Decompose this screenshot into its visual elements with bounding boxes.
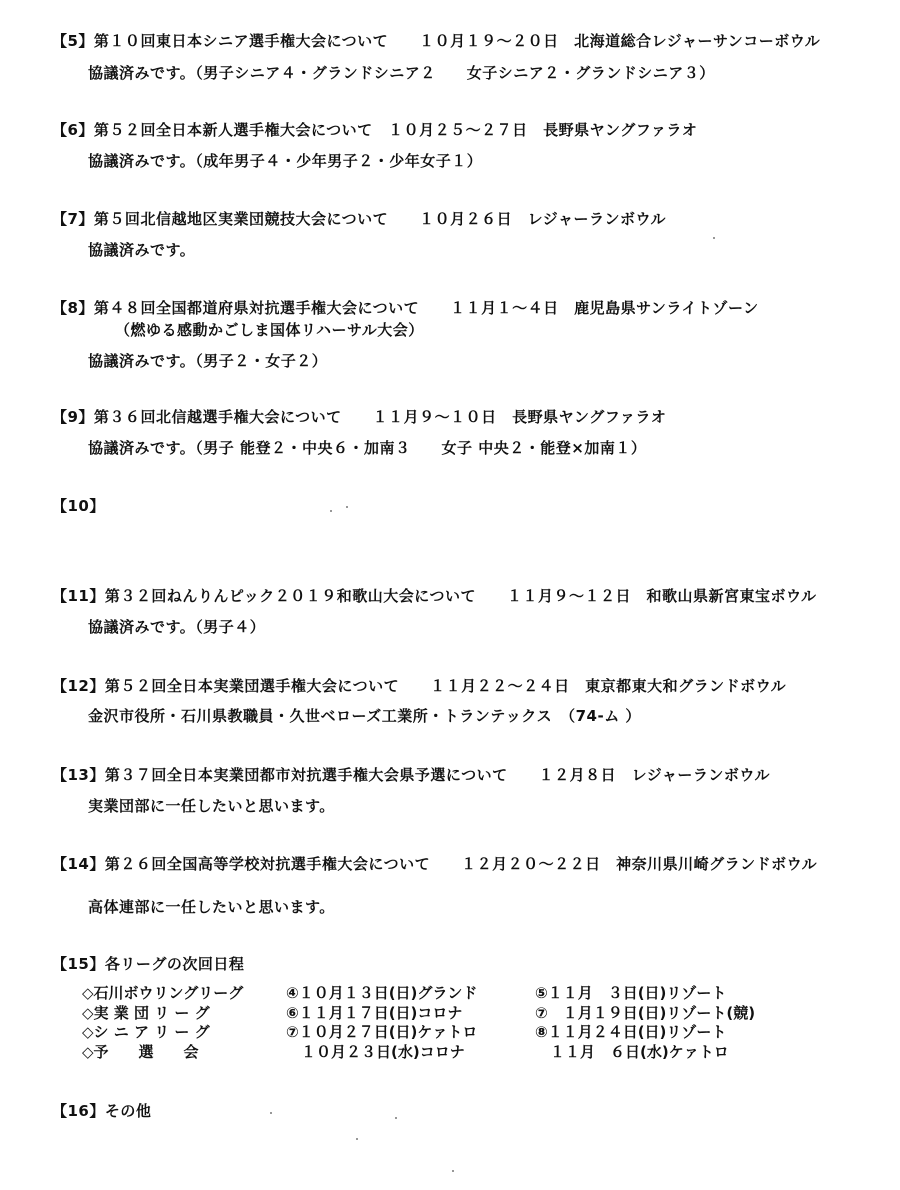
schedule-heading: 【15】各リーグの次回日程	[52, 955, 245, 973]
schedule-league: ◇実 業 団 リ ー グ	[82, 1004, 210, 1022]
schedule-next-2: ⑤１１月 ３日(日)リゾート	[535, 984, 727, 1002]
item-7-line: 協議済みです。	[88, 241, 196, 259]
schedule-league: ◇石川ボウリングリーグ	[82, 984, 244, 1002]
scan-speck	[452, 1170, 454, 1172]
item-12-line: 金沢市役所・石川県教職員・久世ベローズ工業所・トランテックス （74-ム ）	[88, 707, 641, 725]
item-14-heading: 【14】第２６回全国高等学校対抗選手権大会について １２月２０～２２日 神奈川県川崎グランドボウル	[52, 855, 818, 873]
schedule-next-1: １０月２３日(水)コロナ	[286, 1043, 465, 1061]
schedule-next-1: ④１０月１３日(日)グランド	[286, 984, 478, 1002]
scan-speck	[713, 237, 715, 239]
scan-speck	[270, 1112, 272, 1114]
schedule-next-2: ⑧１１月２４日(日)リゾート	[535, 1023, 727, 1041]
schedule-next-2: １１月 ６日(水)ケァトロ	[535, 1043, 729, 1061]
item-8-heading: 【8】第４８回全国都道府県対抗選手権大会について １１月１～４日 鹿児島県サンライトゾーン	[52, 299, 759, 317]
item-11-line: 協議済みです。（男子４）	[88, 618, 266, 636]
item-7-heading: 【7】第５回北信越地区実業団競技大会について １０月２６日 レジャーランボウル	[52, 210, 667, 228]
item-6-heading: 【6】第５２回全日本新人選手権大会について １０月２５～２７日 長野県ヤングファラオ	[52, 121, 698, 139]
item-13-line: 実業団部に一任したいと思います。	[88, 797, 335, 815]
scan-speck	[356, 1138, 358, 1140]
schedule-next-1: ⑦１０月２７日(日)ケァトロ	[286, 1023, 478, 1041]
item-9-line: 協議済みです。（男子 能登２・中央６・加南３ 女子 中央２・能登×加南１）	[88, 439, 647, 457]
schedule-next-1: ⑥１１月１７日(日)コロナ	[286, 1004, 463, 1022]
item-6-line: 協議済みです。（成年男子４・少年男子２・少年女子１）	[88, 152, 483, 170]
item-13-heading: 【13】第３７回全日本実業団都市対抗選手権大会県予選について １２月８日 レジャーランボウル	[52, 766, 770, 784]
item-10-heading: 【10】	[52, 497, 105, 515]
scan-speck	[330, 510, 332, 512]
schedule-next-2: ⑦ １月１９日(日)リゾート(競)	[535, 1004, 756, 1022]
item-12-heading: 【12】第５２回全日本実業団選手権大会について １１月２２～２４日 東京都東大和グランドボウル	[52, 677, 787, 695]
item-5-line: 協議済みです。（男子シニア４・グランドシニア２ 女子シニア２・グランドシニア３）	[88, 64, 715, 82]
item-11-heading: 【11】第３２回ねんりんピック２０１９和歌山大会について １１月９～１２日 和歌山県新宮東宝ボウル	[52, 587, 817, 605]
item-9-heading: 【9】第３６回北信越選手権大会について １１月９～１０日 長野県ヤングファラオ	[52, 408, 667, 426]
item-14-line: 高体連部に一任したいと思います。	[88, 898, 335, 916]
schedule-league: ◇シ ニ ア リ ー グ	[82, 1023, 210, 1041]
item-8-line: 協議済みです。（男子２・女子２）	[88, 352, 328, 370]
other-heading: 【16】その他	[52, 1102, 152, 1120]
schedule-league: ◇予 選 会	[82, 1043, 199, 1061]
scan-speck	[346, 506, 348, 508]
item-8-subheading: （燃ゆる感動かごしま国体リハーサル大会）	[115, 321, 424, 339]
item-5-heading: 【5】第１０回東日本シニア選手権大会について １０月１９～２０日 北海道総合レジャーサンコーボウル	[52, 32, 821, 50]
scan-speck	[395, 1117, 397, 1119]
